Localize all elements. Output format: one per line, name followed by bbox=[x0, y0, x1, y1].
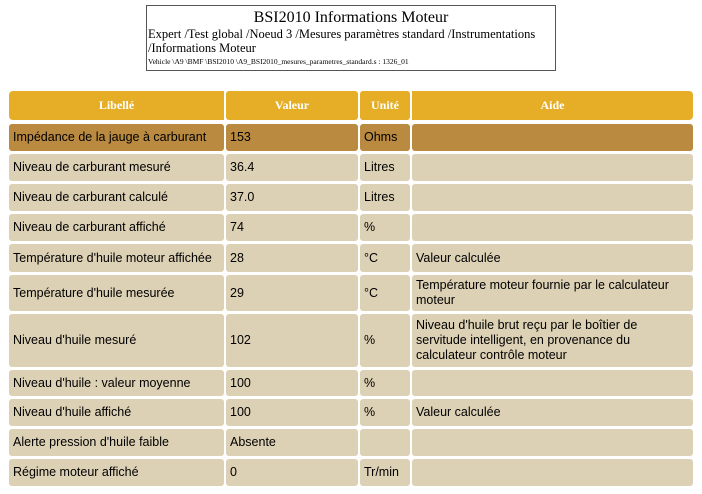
row-aide bbox=[412, 154, 693, 181]
row-valeur: 100 bbox=[226, 399, 358, 426]
row-unite: % bbox=[360, 399, 410, 426]
row-libelle: Niveau de carburant affiché bbox=[9, 214, 224, 241]
table-row[interactable] bbox=[9, 275, 693, 311]
row-valeur: 29 bbox=[226, 275, 358, 311]
row-unite bbox=[360, 429, 410, 456]
column-header-aide[interactable]: Aide bbox=[412, 91, 693, 120]
row-aide bbox=[412, 459, 693, 486]
breadcrumb: Expert /Test global /Noeud 3 /Mesures paramètres standard /Instrumentations /Informations Moteur bbox=[148, 27, 536, 55]
row-unite: Litres bbox=[360, 184, 410, 211]
row-valeur: 0 bbox=[226, 459, 358, 486]
row-unite: °C bbox=[360, 244, 410, 272]
row-aide bbox=[412, 429, 693, 456]
row-libelle: Température d'huile mesurée bbox=[9, 275, 224, 311]
column-header-valeur[interactable]: Valeur bbox=[226, 91, 358, 120]
row-libelle: Régime moteur affiché bbox=[9, 459, 224, 486]
source-file-path: Vehicle \A9 \BMF \BSI2010 \A9_BSI2010_mesures_parametres_standard.s : 1326_01 bbox=[148, 57, 409, 66]
table-row[interactable] bbox=[9, 244, 693, 272]
row-libelle: Alerte pression d'huile faible bbox=[9, 429, 224, 456]
row-valeur: 28 bbox=[226, 244, 358, 272]
row-unite: Litres bbox=[360, 154, 410, 181]
row-aide bbox=[412, 370, 693, 396]
table-row[interactable] bbox=[9, 184, 693, 211]
column-header-libelle[interactable]: Libellé bbox=[9, 91, 224, 120]
header-box bbox=[146, 5, 556, 71]
table-row[interactable] bbox=[9, 154, 693, 181]
row-libelle: Niveau d'huile affiché bbox=[9, 399, 224, 426]
row-libelle: Température d'huile moteur affichée bbox=[9, 244, 224, 272]
column-header-unite[interactable]: Unité bbox=[360, 91, 410, 120]
row-unite: % bbox=[360, 314, 410, 367]
table-header bbox=[9, 91, 693, 120]
measurements-table bbox=[9, 91, 693, 489]
row-unite: % bbox=[360, 214, 410, 241]
row-aide bbox=[412, 214, 693, 241]
table-row[interactable] bbox=[9, 459, 693, 486]
row-aide: Valeur calculée bbox=[412, 399, 693, 426]
table-row[interactable] bbox=[9, 429, 693, 456]
row-valeur: Absente bbox=[226, 429, 358, 456]
table-row[interactable] bbox=[9, 370, 693, 396]
table-row[interactable] bbox=[9, 214, 693, 241]
row-libelle: Niveau d'huile : valeur moyenne bbox=[9, 370, 224, 396]
row-aide: Valeur calculée bbox=[412, 244, 693, 272]
row-valeur: 36.4 bbox=[226, 154, 358, 181]
table-row[interactable] bbox=[9, 399, 693, 426]
row-aide: Température moteur fournie par le calculateur moteur bbox=[412, 275, 693, 311]
table-row[interactable] bbox=[9, 314, 693, 367]
row-aide bbox=[412, 184, 693, 211]
row-valeur: 102 bbox=[226, 314, 358, 367]
row-valeur: 74 bbox=[226, 214, 358, 241]
row-libelle: Niveau de carburant calculé bbox=[9, 184, 224, 211]
row-valeur: 153 bbox=[226, 124, 358, 151]
row-unite: Tr/min bbox=[360, 459, 410, 486]
row-aide bbox=[412, 124, 693, 151]
row-aide: Niveau d'huile brut reçu par le boîtier de servitude intelligent, en provenance du calculateur contrôle moteur bbox=[412, 314, 693, 367]
row-libelle: Niveau d'huile mesuré bbox=[9, 314, 224, 367]
table-row[interactable] bbox=[9, 124, 693, 151]
row-unite: Ohms bbox=[360, 124, 410, 151]
row-libelle: Niveau de carburant mesuré bbox=[9, 154, 224, 181]
row-unite: °C bbox=[360, 275, 410, 311]
row-unite: % bbox=[360, 370, 410, 396]
page-title: BSI2010 Informations Moteur bbox=[253, 9, 449, 26]
row-valeur: 100 bbox=[226, 370, 358, 396]
row-valeur: 37.0 bbox=[226, 184, 358, 211]
row-libelle: Impédance de la jauge à carburant bbox=[9, 124, 224, 151]
